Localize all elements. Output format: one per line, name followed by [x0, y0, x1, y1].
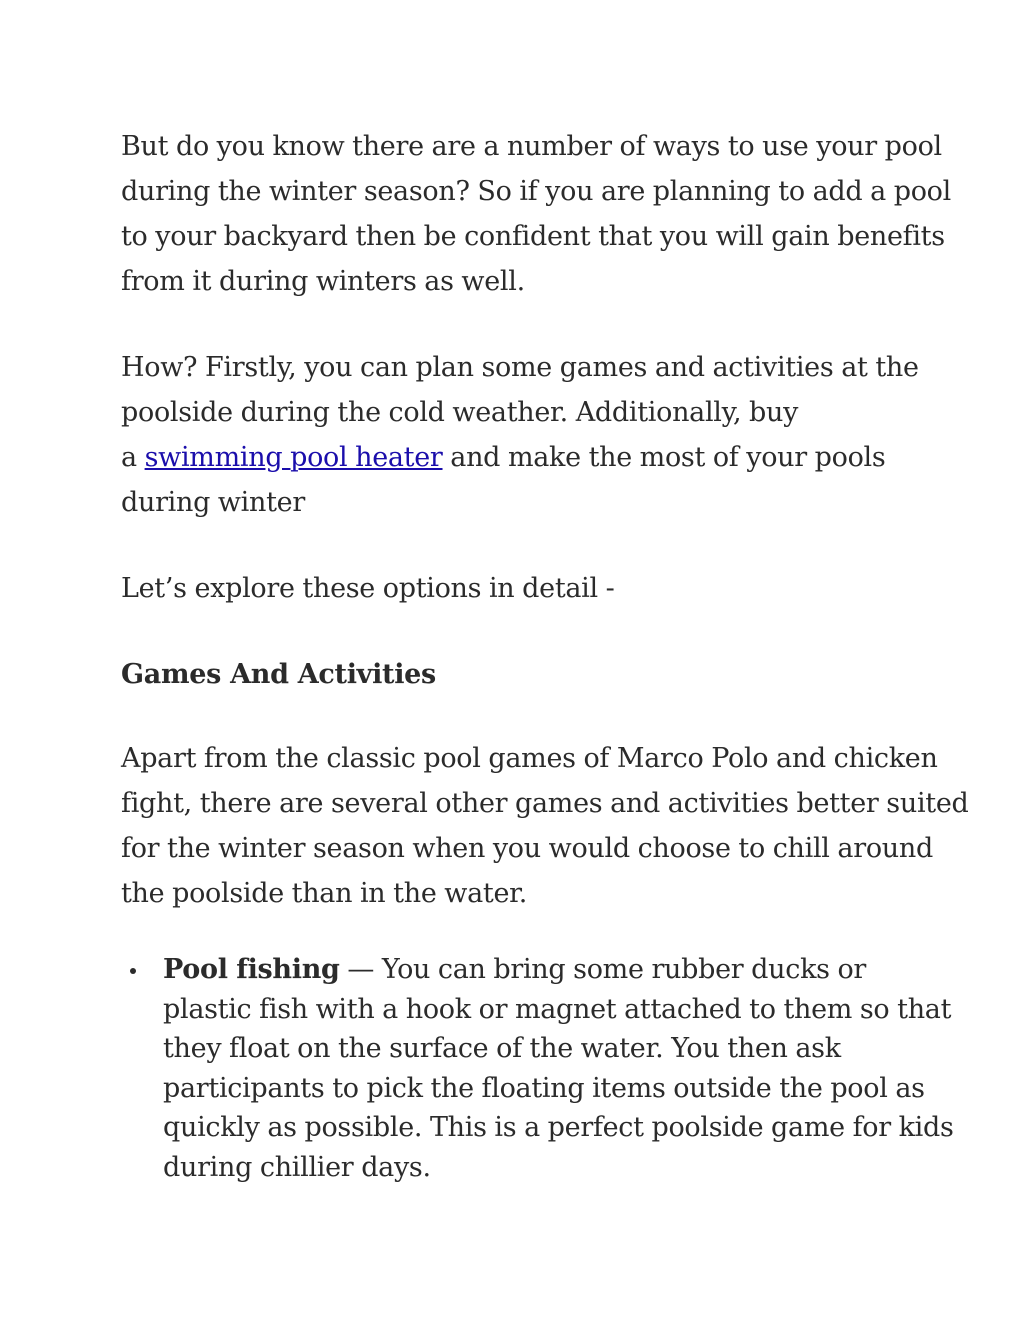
- document-page: [121, 124, 969, 1187]
- bullet-icon: [130, 968, 136, 974]
- apart-line: the poolside than in the water.: [121, 878, 528, 909]
- list-item-title: Pool fishing: [163, 954, 340, 985]
- list-item-line: they float on the surface of the water. You then ask: [163, 1033, 841, 1064]
- apart-line: for the winter season when you would choose to chill around: [121, 833, 933, 864]
- how-line-with-link: [121, 435, 911, 480]
- apart-line: Apart from the classic pool games of Marco Polo and chicken: [121, 743, 938, 774]
- activities-list: [121, 950, 954, 1187]
- list-item-line: participants to pick the floating items outside the pool as: [163, 1072, 925, 1104]
- how-line-prefix: a: [121, 442, 145, 473]
- list-item-line: during chillier days.: [163, 1151, 431, 1183]
- intro-line: from it during winters as well.: [121, 266, 525, 297]
- apart-line: fight, there are several other games and activities better suited: [121, 788, 969, 819]
- list-item-line: plastic fish with a hook or magnet attached to them so that: [163, 993, 952, 1025]
- intro-line: during the winter season? So if you are planning to add a pool: [121, 176, 951, 207]
- intro-line: But do you know there are a number of ways to use your pool: [121, 131, 942, 162]
- list-item: [121, 950, 954, 1187]
- how-paragraph: [121, 345, 919, 525]
- list-item-first-line: [163, 950, 911, 990]
- list-item-line: quickly as possible. This is a perfect poolside game for kids: [163, 1112, 954, 1143]
- intro-paragraph: [121, 124, 951, 304]
- how-line: during winter: [121, 487, 305, 518]
- list-item-first-line-rest: — You can bring some rubber ducks or: [339, 954, 867, 985]
- intro-line: to your backyard then be confident that you will gain benefits: [121, 221, 945, 252]
- section-heading: Games And Activities: [121, 659, 436, 690]
- explore-line: Let’s explore these options in detail -: [121, 573, 615, 604]
- how-line: How? Firstly, you can plan some games and activities at the: [121, 352, 919, 383]
- swimming-pool-heater-link[interactable]: swimming pool heater: [144, 442, 443, 473]
- apart-paragraph: [121, 736, 969, 916]
- explore-paragraph: [121, 566, 911, 611]
- how-line-suffix: and make the most of your pools: [442, 442, 886, 473]
- how-line: poolside during the cold weather. Additionally, buy: [121, 397, 799, 428]
